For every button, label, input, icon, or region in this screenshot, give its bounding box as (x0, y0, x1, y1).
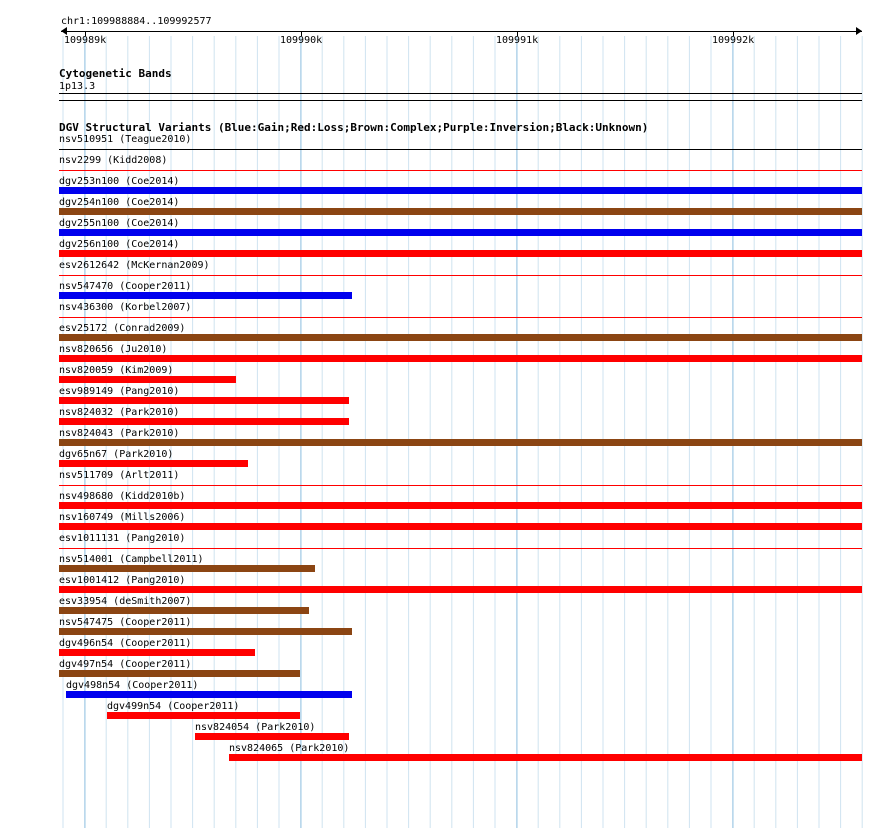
variant-feature-line[interactable] (59, 170, 862, 171)
variant-label[interactable]: nsv436300 (Korbel2007) (59, 302, 192, 313)
variant-label[interactable]: nsv824065 (Park2010) (229, 743, 350, 754)
variant-label[interactable]: nsv824043 (Park2010) (59, 428, 180, 439)
variant-feature-bar[interactable] (59, 460, 248, 467)
ruler-right-arrow-icon (856, 27, 862, 35)
variant-label[interactable]: nsv514001 (Campbell2011) (59, 554, 204, 565)
variant-feature-bar[interactable] (59, 607, 309, 614)
variant-feature-bar[interactable] (59, 586, 862, 593)
cytoband-label: 1p13.3 (59, 81, 96, 92)
ruler-left-arrow-icon (61, 27, 67, 35)
variant-label[interactable]: dgv255n100 (Coe2014) (59, 218, 180, 229)
ruler-tick-label: 109989k (64, 35, 107, 46)
variant-feature-bar[interactable] (59, 229, 862, 236)
variant-feature-bar[interactable] (59, 292, 352, 299)
variant-label[interactable]: esv2612642 (McKernan2009) (59, 260, 210, 271)
variant-label[interactable]: nsv2299 (Kidd2008) (59, 155, 168, 166)
variant-label[interactable]: esv25172 (Conrad2009) (59, 323, 186, 334)
variant-feature-bar[interactable] (59, 565, 315, 572)
variant-feature-line[interactable] (59, 548, 862, 549)
dgv-track-title: DGV Structural Variants (Blue:Gain;Red:Loss;Brown:Complex;Purple:Inversion;Black:Unknown) (59, 121, 649, 134)
variant-label[interactable]: dgv496n54 (Cooper2011) (59, 638, 192, 649)
ruler-axis (61, 31, 862, 32)
variant-label[interactable]: esv1001412 (Pang2010) (59, 575, 186, 586)
variant-feature-bar[interactable] (59, 418, 349, 425)
variant-label[interactable]: nsv547475 (Cooper2011) (59, 617, 192, 628)
variant-feature-bar[interactable] (59, 628, 352, 635)
variant-label[interactable]: nsv820656 (Ju2010) (59, 344, 168, 355)
variant-label[interactable]: nsv160749 (Mills2006) (59, 512, 186, 523)
variant-feature-bar[interactable] (59, 250, 862, 257)
variant-label[interactable]: nsv498680 (Kidd2010b) (59, 491, 186, 502)
ruler-tick-label: 109991k (496, 35, 539, 46)
cytoband-track-title: Cytogenetic Bands (59, 67, 172, 80)
variant-feature-bar[interactable] (195, 733, 349, 740)
variant-label[interactable]: dgv254n100 (Coe2014) (59, 197, 180, 208)
variant-feature-line[interactable] (59, 317, 862, 318)
variant-label[interactable]: dgv253n100 (Coe2014) (59, 176, 180, 187)
variant-label[interactable]: dgv497n54 (Cooper2011) (59, 659, 192, 670)
track-divider (59, 100, 862, 101)
variant-feature-bar[interactable] (59, 208, 862, 215)
variant-feature-bar[interactable] (59, 397, 349, 404)
cytoband-bar (59, 93, 862, 94)
variant-label[interactable]: nsv547470 (Cooper2011) (59, 281, 192, 292)
variant-label[interactable]: nsv824032 (Park2010) (59, 407, 180, 418)
variant-feature-bar[interactable] (59, 670, 300, 677)
variant-feature-bar[interactable] (59, 376, 236, 383)
variant-label[interactable]: dgv499n54 (Cooper2011) (107, 701, 240, 712)
variant-feature-line[interactable] (59, 485, 862, 486)
variant-feature-bar[interactable] (59, 523, 862, 530)
variant-feature-bar[interactable] (59, 334, 862, 341)
variant-feature-bar[interactable] (66, 691, 352, 698)
variant-label[interactable]: esv1011131 (Pang2010) (59, 533, 186, 544)
variant-label[interactable]: dgv498n54 (Cooper2011) (66, 680, 199, 691)
variant-feature-bar[interactable] (59, 187, 862, 194)
variant-label[interactable]: dgv256n100 (Coe2014) (59, 239, 180, 250)
ruler-tick-label: 109990k (280, 35, 323, 46)
variant-feature-bar[interactable] (59, 649, 255, 656)
variant-label[interactable]: esv989149 (Pang2010) (59, 386, 180, 397)
variant-label[interactable]: dgv65n67 (Park2010) (59, 449, 174, 460)
variant-feature-bar[interactable] (59, 502, 862, 509)
variant-feature-line[interactable] (59, 275, 862, 276)
variant-feature-bar[interactable] (229, 754, 862, 761)
variant-feature-line[interactable] (59, 149, 862, 150)
variant-label[interactable]: nsv511709 (Arlt2011) (59, 470, 180, 481)
variant-label[interactable]: nsv824054 (Park2010) (195, 722, 316, 733)
ruler-tick-label: 109992k (712, 35, 755, 46)
variant-label[interactable]: nsv510951 (Teague2010) (59, 134, 192, 145)
variant-feature-bar[interactable] (59, 355, 862, 362)
variant-label[interactable]: nsv820059 (Kim2009) (59, 365, 174, 376)
variant-feature-bar[interactable] (59, 439, 862, 446)
variant-label[interactable]: esv33954 (deSmith2007) (59, 596, 192, 607)
variant-feature-bar[interactable] (107, 712, 300, 719)
ruler-position-label: chr1:109988884..109992577 (61, 16, 212, 27)
